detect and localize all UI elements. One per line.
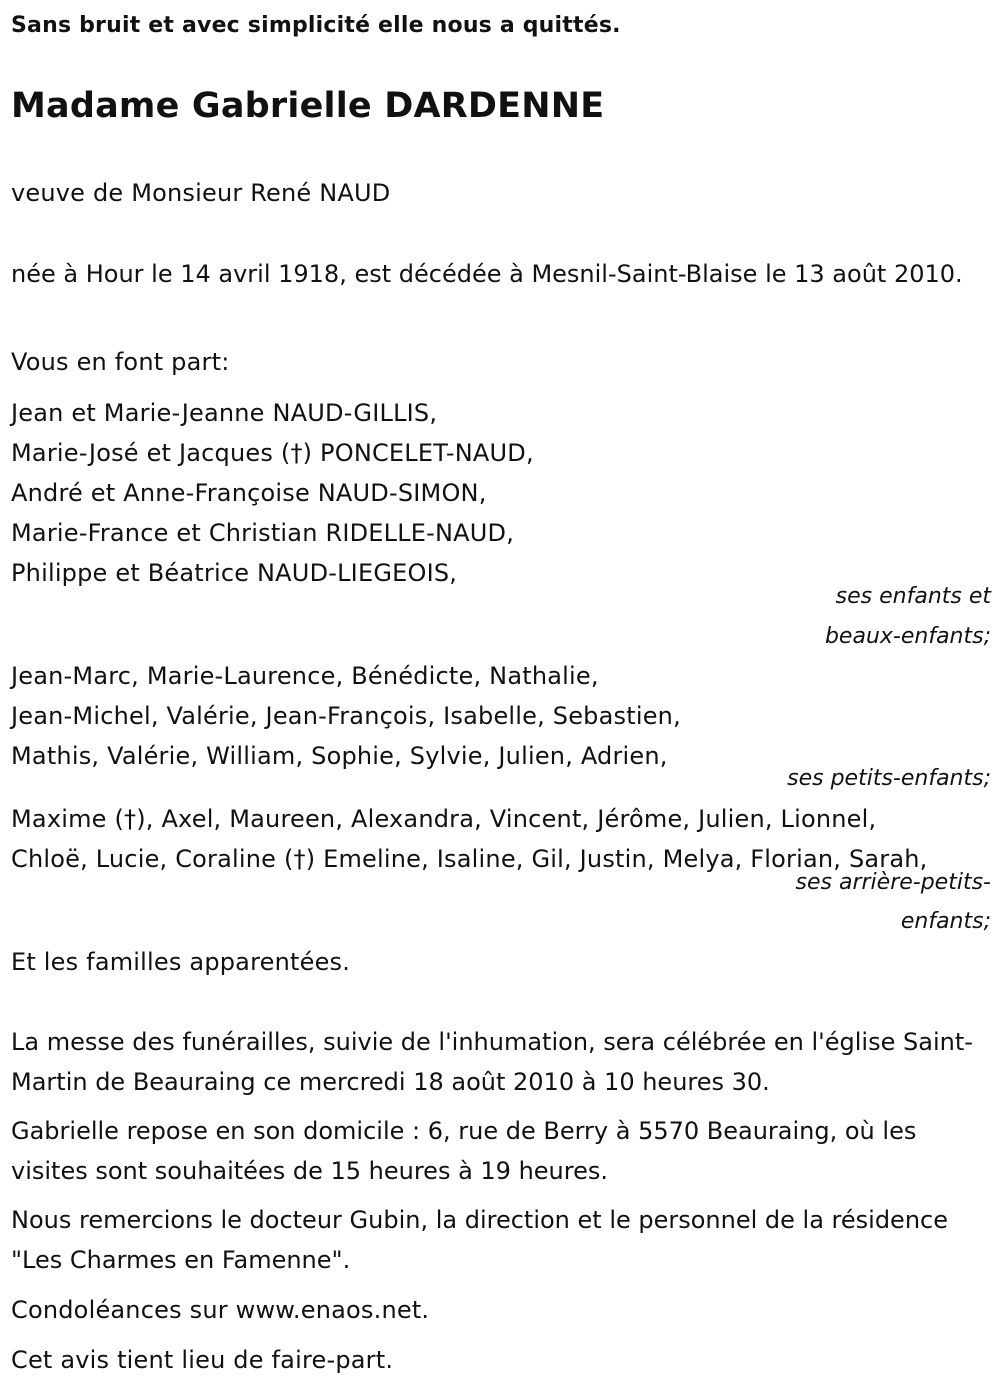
children-label-1: ses enfants et — [835, 584, 991, 609]
great-grandchildren-label-2: enfants; — [900, 909, 991, 934]
deceased-name: Madame Gabrielle DARDENNE — [11, 86, 605, 126]
great-grandchildren-label-1: ses arrière-petits- — [795, 870, 991, 895]
grandchild-line-1: Jean-Marc, Marie-Laurence, Bénédicte, Nathalie, — [11, 662, 599, 690]
great-grandchild-line-1: Maxime (†), Axel, Maureen, Alexandra, Vincent, Jérôme, Julien, Lionnel, — [11, 805, 877, 833]
grandchild-line-2: Jean-Michel, Valérie, Jean-François, Isabelle, Sebastien, — [11, 702, 681, 730]
child-line-2: Marie-José et Jacques (†) PONCELET-NAUD, — [11, 439, 534, 467]
grandchild-line-3: Mathis, Valérie, William, Sophie, Sylvie, Julien, Adrien, — [11, 742, 668, 770]
great-grandchild-line-2: Chloë, Lucie, Coraline (†) Emeline, Isaline, Gil, Justin, Melya, Florian, Sarah, — [11, 845, 928, 873]
announce-line: Vous en font part: — [11, 348, 230, 376]
birth-death-line: née à Hour le 14 avril 1918, est décédée à Mesnil-Saint-Blaise le 13 août 2010. — [11, 260, 963, 288]
spouse-line: veuve de Monsieur René NAUD — [11, 179, 391, 207]
families-line: Et les familles apparentées. — [11, 948, 351, 976]
condolences-line: Condoléances sur www.enaos.net. — [11, 1296, 430, 1324]
repose-paragraph: Gabrielle repose en son domicile : 6, rue de Berry à 5570 Beauraing, où les visites sont souhaitées de 15 heures à 19 heures. — [11, 1117, 917, 1185]
child-line-3: André et Anne-Françoise NAUD-SIMON, — [11, 479, 487, 507]
grandchildren-label: ses petits-enfants; — [787, 766, 991, 791]
thanks-paragraph: Nous remercions le docteur Gubin, la direction et le personnel de la résidence "Les Charmes en Famenne". — [11, 1206, 948, 1274]
child-line-4: Marie-France et Christian RIDELLE-NAUD, — [11, 519, 515, 547]
funeral-paragraph: La messe des funérailles, suivie de l'inhumation, sera célébrée en l'église Saint-Martin de Beauraing ce mercredi 18 août 2010 à 10 heures 30. — [11, 1028, 973, 1096]
child-line-5: Philippe et Béatrice NAUD-LIEGEOIS, — [11, 559, 458, 587]
children-label-2: beaux-enfants; — [824, 624, 991, 649]
child-line-1: Jean et Marie-Jeanne NAUD-GILLIS, — [11, 399, 438, 427]
intro-line: Sans bruit et avec simplicité elle nous a quittés. — [11, 13, 621, 38]
notice-line: Cet avis tient lieu de faire-part. — [11, 1346, 394, 1374]
